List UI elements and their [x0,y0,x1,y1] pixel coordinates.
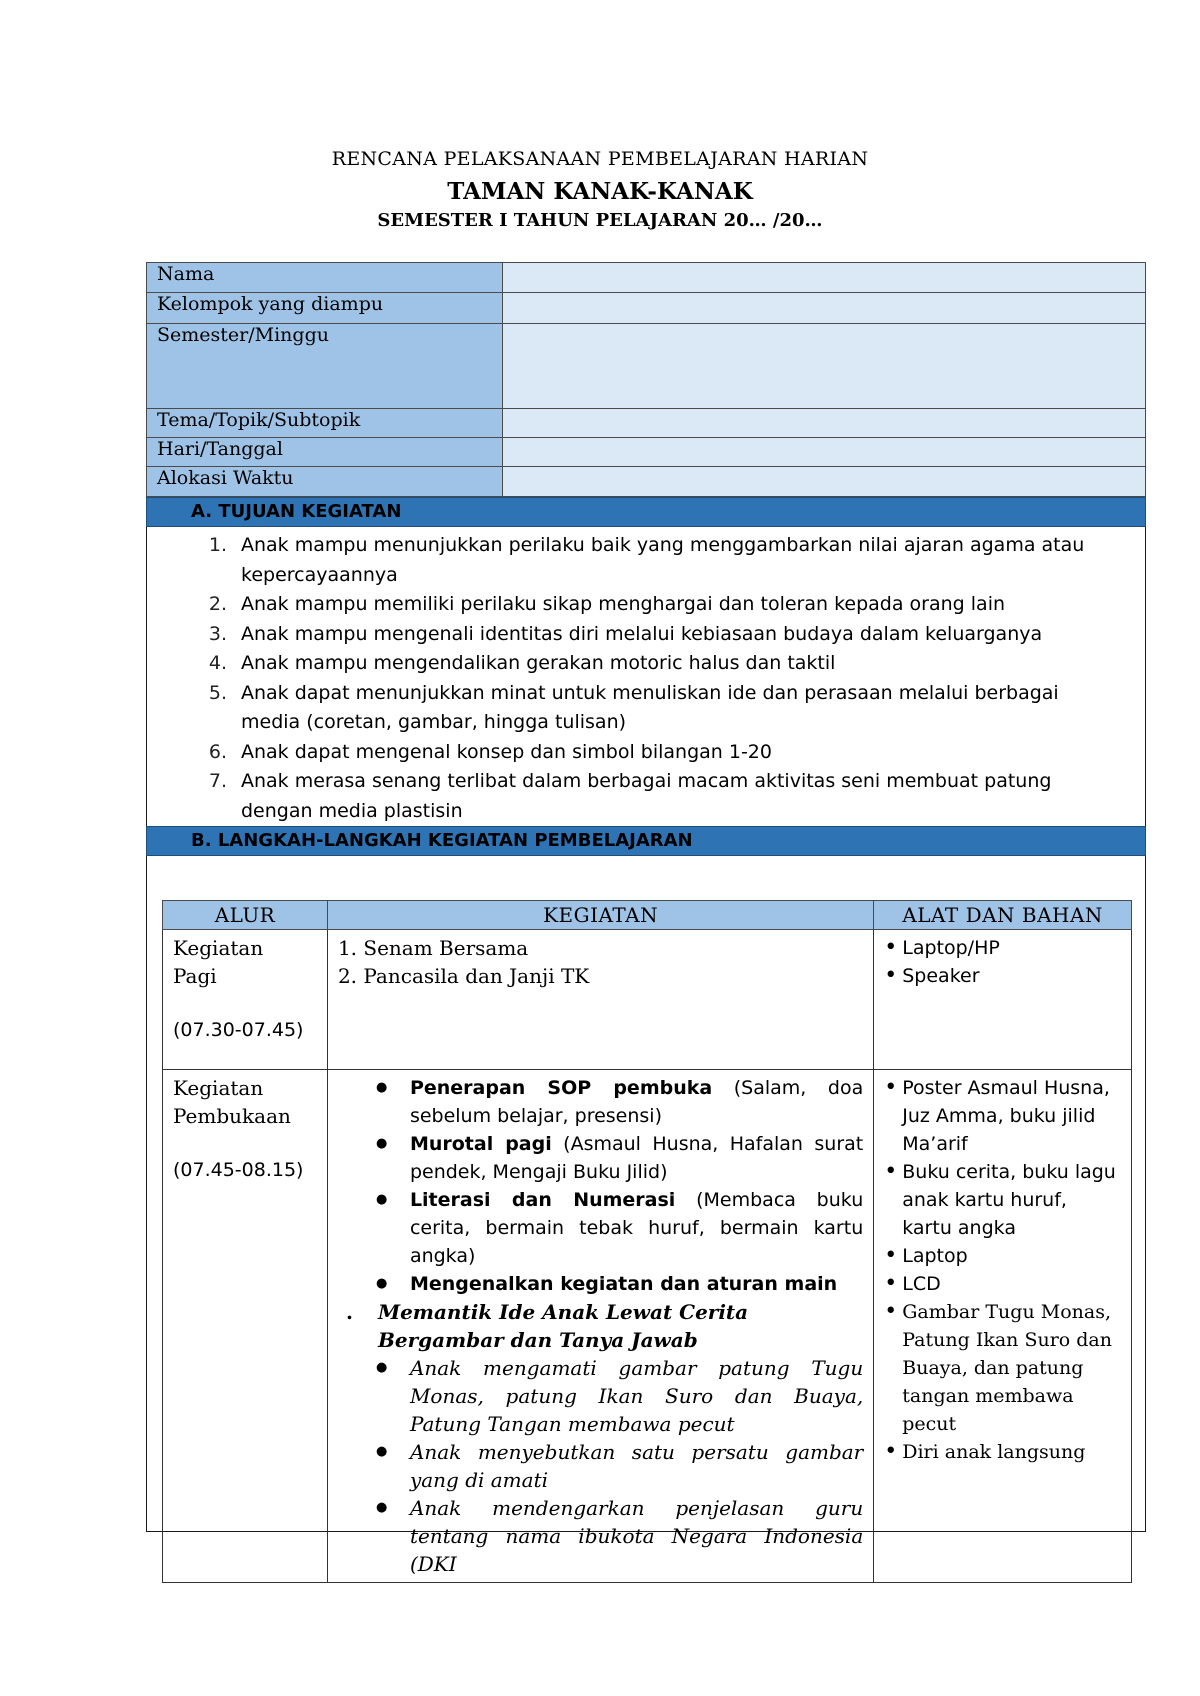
alur-label: Pagi [173,964,217,988]
alur-label: Pembukaan [173,1104,291,1128]
kegiatan-cell [327,1070,873,1583]
list-text: Anak dapat menunjukkan minat untuk menuliskan ide dan perasaan melalui berbagai media (coretan, gambar, hingga tulisan) [241,681,1059,733]
item-title: Mengenalkan kegiatan dan aturan main [409,1273,838,1295]
item-detail: (Asmaul Husna, Hafalan surat pendek, Mengaji Buku Jilid) [409,1133,864,1183]
alur-label: Kegiatan [173,936,264,960]
item-detail: (Salam, doa sebelum belajar, presensi) [409,1077,864,1127]
identity-value-field[interactable] [502,293,1145,324]
list-item [147,531,1145,590]
alat-cell [874,1070,1132,1583]
identity-label: Nama [147,263,503,293]
list-item [147,738,1145,768]
identity-value-field[interactable] [502,409,1145,438]
list-item: ● Anak mendengarkan penjelasan guru tentang nama ibukota Negara Indonesia (DKI [338,1494,863,1578]
activity-header-row [163,901,1132,930]
kegiatan-item: 1. Senam Bersama [337,936,529,960]
list-number: 5. [208,681,227,704]
item-title: Penerapan SOP pembuka [409,1077,713,1099]
list-number: 3. [208,622,227,645]
list-item: ● Anak mengamati gambar patung Tugu Monas, patung Ikan Suro dan Buaya, Patung Tangan membawa pecut [338,1354,863,1438]
list-item [147,767,1145,826]
list-number: 1. [208,534,227,556]
identity-label: Kelompok yang diampu [147,293,503,324]
list-item [338,1074,863,1130]
alur-cell [163,1070,328,1583]
identity-table [146,262,1146,497]
item-detail: (Membaca buku cerita, bermain tebak huruf, bermain kartu angka) [409,1189,864,1267]
alat-cell [874,930,1132,1070]
section-b-header: B. LANGKAH-LANGKAH KEGIATAN PEMBELAJARAN [146,826,1146,856]
identity-label: Tema/Topik/Subtopik [147,409,503,438]
identity-value-field[interactable] [502,263,1145,293]
list-text: Anak merasa senang terlibat dalam berbagai macam aktivitas seni membuat patung dengan media plastisin [241,770,1052,822]
list-text: Anak dapat mengenal konsep dan simbol bilangan 1-20 [241,740,772,763]
identity-row-hari [147,438,1146,467]
kegiatan-item: 2. Pancasila dan Janji TK [337,964,590,988]
identity-label: Hari/Tanggal [147,438,503,467]
list-item: • Laptop/HP [884,934,1121,962]
alat-list [884,1074,1121,1466]
activity-row-pagi [163,930,1132,1070]
list-item [338,1186,863,1270]
identity-row-nama [147,263,1146,293]
list-item [147,679,1145,738]
list-item: • Speaker [884,962,1121,990]
identity-row-tema [147,409,1146,438]
list-text: Anak mampu mengendalikan gerakan motoric halus dan taktil [241,652,836,674]
identity-value-field[interactable] [502,438,1145,467]
item-title: Murotal pagi [409,1133,552,1155]
list-text: Anak mampu memiliki perilaku sikap menghargai dan toleran kepada orang lain [241,593,1006,615]
identity-row-semester [147,324,1146,409]
list-item: ● Anak menyebutkan satu persatu gambar yang di amati [338,1438,863,1494]
time-range: (07.45-08.15) [173,1159,304,1181]
list-item: • Poster Asmaul Husna, Juz Amma, buku jilid Ma’arif [884,1074,1121,1158]
identity-label: Semester/Minggu [147,324,503,409]
list-item: • Gambar Tugu Monas, Patung Ikan Suro dan Buaya, dan patung tangan membawa pecut [884,1298,1121,1438]
document-title: RENCANA PELAKSANAAN PEMBELAJARAN HARIAN [331,148,869,170]
item-title: Literasi dan Numerasi [409,1189,676,1211]
list-number: 6. [208,740,227,763]
list-number: 2. [208,593,227,615]
school-type-title: TAMAN KANAK-KANAK [447,178,753,205]
list-text: Anak mampu menunjukkan perilaku baik yang menggambarkan nilai ajaran agama atau kepercayaannya [241,534,1085,586]
list-item: • Buku cerita, buku lagu anak kartu huruf, kartu angka [884,1158,1121,1242]
activity-row-pembukaan [163,1070,1132,1583]
goals-list [146,527,1146,826]
list-item: • Laptop [884,1242,1121,1270]
alat-list [884,934,1121,990]
identity-label: Alokasi Waktu [147,467,503,497]
kegiatan-sub-list [338,1354,863,1578]
column-header-alat: ALAT DAN BAHAN [874,901,1132,930]
time-range: (07.30-07.45) [173,1019,304,1041]
list-item [338,1270,863,1298]
lead-text: Memantik Ide Anak Lewat Cerita Bergambar dan Tanya Jawab [377,1300,749,1352]
identity-row-alokasi [147,467,1146,497]
list-item: • Diri anak langsung [884,1438,1121,1466]
kegiatan-cell [327,930,873,1070]
lead-dot: . [345,1300,353,1324]
identity-value-field[interactable] [502,324,1145,409]
semester-title: SEMESTER I TAHUN PELAJARAN 20… /20… [377,210,823,231]
lead-heading [338,1298,863,1354]
section-a-header: A. TUJUAN KEGIATAN [146,497,1146,527]
list-number: 7. [208,770,227,792]
list-item [147,590,1145,620]
list-item [147,620,1145,650]
alur-cell [163,930,328,1070]
list-item [338,1130,863,1186]
column-header-kegiatan: KEGIATAN [327,901,873,930]
alur-label: Kegiatan [173,1076,264,1100]
column-header-alur: ALUR [163,901,328,930]
identity-row-kelompok [147,293,1146,324]
identity-value-field[interactable] [502,467,1145,497]
kegiatan-list [338,1074,863,1298]
list-number: 4. [208,652,227,674]
list-text: Anak mampu mengenali identitas diri melalui kebiasaan budaya dalam keluarganya [241,622,1043,645]
list-item: • LCD [884,1270,1121,1298]
activity-table [162,900,1132,1583]
list-item [147,649,1145,679]
